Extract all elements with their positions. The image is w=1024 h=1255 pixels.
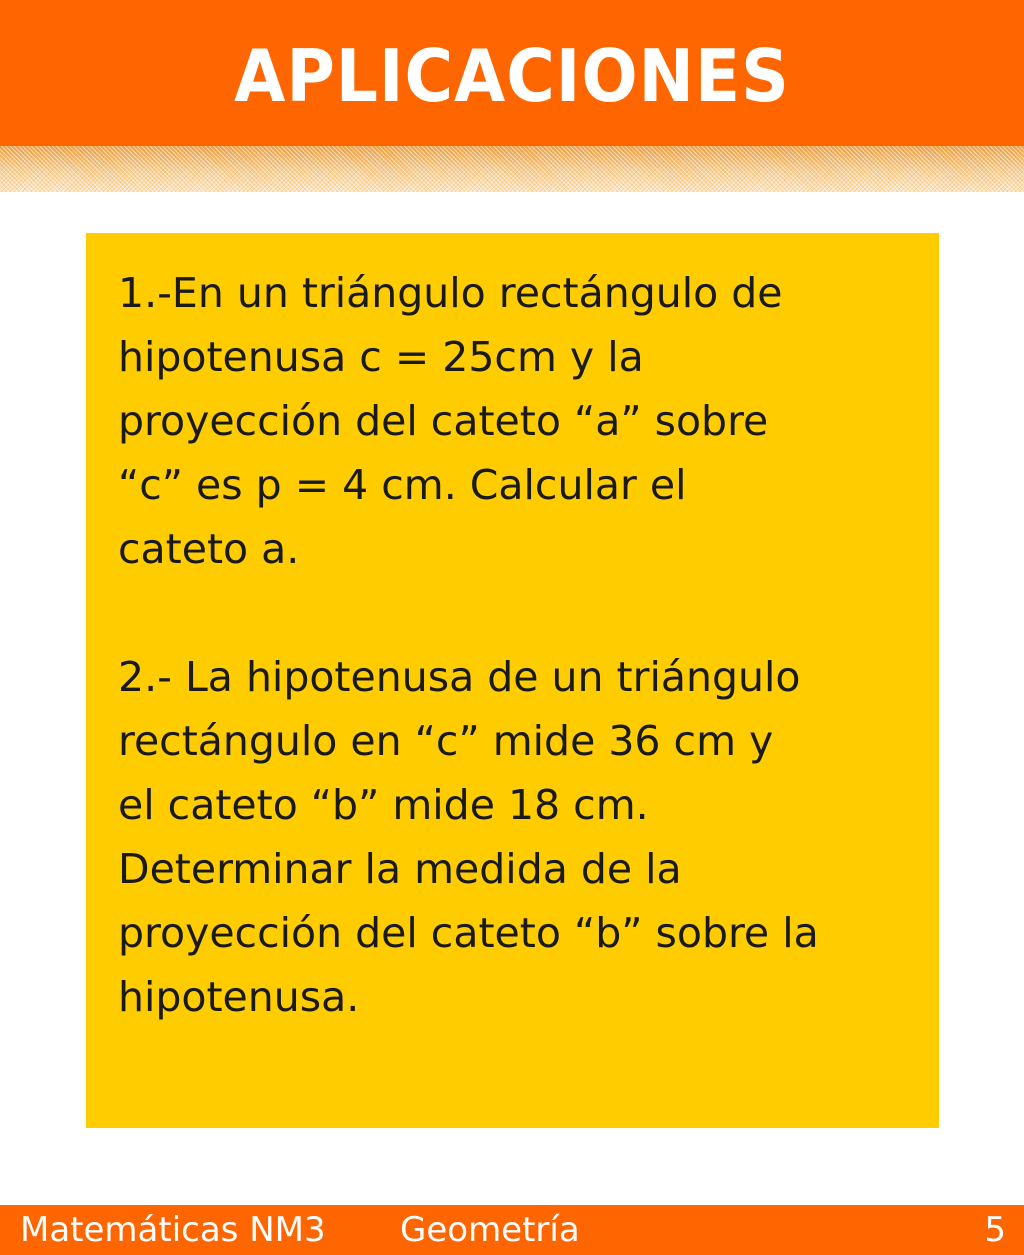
problem-2-text: 2.- La hipotenusa de un triángulo rectángulo en “c” mide 36 cm y el cateto “b” mide 18 cm. Determinar la medida de la proyección del cateto “b” sobre la hipotenusa. xyxy=(118,653,819,1021)
decorative-texture-band xyxy=(0,146,1024,192)
problem-1-text: 1.-En un triángulo rectángulo de hipotenusa c = 25cm y la proyección del cateto “a” sobre “c” es p = 4 cm. Calcular el cateto a. xyxy=(118,269,783,573)
page-title: APLICACIONES xyxy=(234,34,790,118)
footer-topic: Geometría xyxy=(400,1210,580,1250)
footer-bar xyxy=(0,1205,1024,1255)
page-number: 5 xyxy=(984,1210,1006,1250)
problems-card xyxy=(86,233,939,1128)
footer-subject: Matemáticas NM3 xyxy=(20,1210,326,1250)
header-bar xyxy=(0,0,1024,146)
